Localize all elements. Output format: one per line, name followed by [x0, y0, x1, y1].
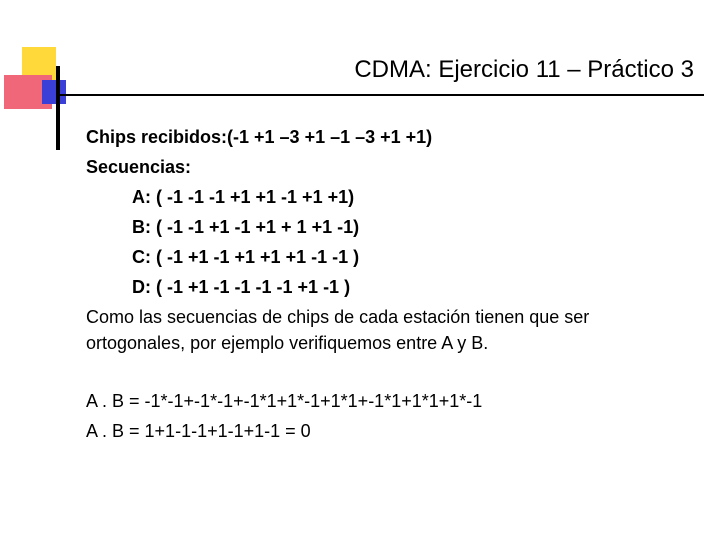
vertical-rule [56, 66, 60, 150]
spacer [86, 356, 706, 386]
orthogonality-paragraph [86, 304, 706, 356]
sequence-d: D: ( -1 +1 -1 -1 -1 -1 +1 -1 ) [132, 277, 351, 297]
slide-body [86, 122, 706, 446]
paragraph-line-1: Como las secuencias de chips de cada estación tienen que ser [86, 307, 590, 327]
paragraph-line-2: ortogonales, por ejemplo verifiquemos entre A y B. [86, 333, 489, 353]
logo-blue-square [42, 80, 66, 104]
title-underline-rule [56, 94, 704, 96]
dot-product-result: A . B = 1+1-1-1+1-1+1-1 = 0 [86, 421, 311, 441]
sequences-heading: Secuencias: [86, 157, 192, 177]
sequence-a: A: ( -1 -1 -1 +1 +1 -1 +1 +1) [132, 187, 355, 207]
dot-product-expansion: A . B = -1*-1+-1*-1+-1*1+1*-1+1*1+-1*1+1*1+1*-1 [86, 391, 483, 411]
sequence-b: B: ( -1 -1 +1 -1 +1 + 1 +1 -1) [132, 217, 360, 237]
slide-title: CDMA: Ejercicio 11 – Práctico 3 [354, 56, 694, 83]
chips-received-line: Chips recibidos:(-1 +1 –3 +1 –1 –3 +1 +1) [86, 127, 433, 147]
sequence-c: C: ( -1 +1 -1 +1 +1 +1 -1 -1 ) [132, 247, 360, 267]
